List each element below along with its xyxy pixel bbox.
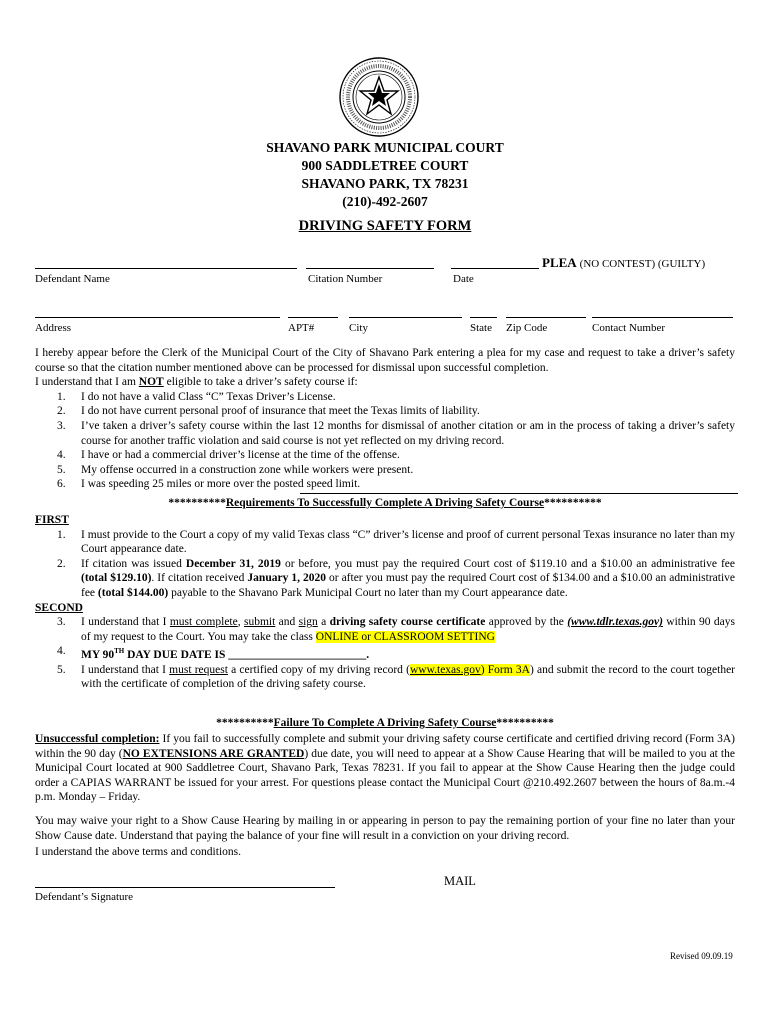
plea-label: PLEA bbox=[542, 255, 577, 270]
list-item: 5. I understand that I must request a certified copy of my driving record (www.texas.gov) Form 3A) and submit the record to the court together with the certificate of completion of the driving safety course. bbox=[57, 663, 735, 691]
eligibility-intro: I understand that I am NOT eligible to take a driver’s safety course if: bbox=[35, 376, 358, 389]
list-item: 6. I was speeding 25 miles or more over the posted speed limit. bbox=[57, 478, 361, 491]
city-line[interactable] bbox=[349, 317, 462, 318]
list-item: 3. I understand that I must complete, submit and sign a driving safety course certificate approved by the (www.tdlr.texas.gov) within 90 days of my request to the Court. You may take the class ONLINE or CLASSROOM SETTING bbox=[57, 616, 735, 643]
revised-date: Revised 09.09.19 bbox=[670, 951, 733, 961]
defendant-name-line[interactable] bbox=[35, 268, 297, 269]
state-label: State bbox=[470, 322, 492, 334]
mail-label: MAIL bbox=[444, 874, 476, 888]
second-label: SECOND bbox=[35, 601, 83, 614]
court-city-line: SHAVANO PARK, TX 78231 bbox=[301, 176, 469, 191]
list-item: 2. If citation was issued December 31, 2019 or before, you must pay the required Court cost of $119.10 and a $10.00 an administrative fee (total $129.10). If citation received January 1, 2020 or after you must pay the required Court cost of $134.00 and a $10.00 an administrative fee (total $144.00) payable to the Shavano Park Municipal Court no later than my Court appearance date. bbox=[57, 557, 736, 599]
separator-line bbox=[300, 493, 738, 494]
signature-label: Defendant’s Signature bbox=[35, 891, 134, 903]
court-seal bbox=[338, 56, 420, 138]
online-classroom-highlight: ONLINE or CLASSROOM SETTING bbox=[315, 630, 495, 643]
failure-heading: **********Failure To Complete A Driving Safety Course********** bbox=[216, 717, 554, 729]
court-street: 900 SADDLETREE COURT bbox=[301, 158, 469, 173]
intro-text: I hereby appear before the Clerk of the Municipal Court of the City of Shavano Park entering a plea for my case and request to take a driver’s safety course so that the citation number mentioned above can be processed for dismissal upon successful completion. bbox=[35, 347, 735, 374]
city-label: City bbox=[349, 322, 368, 334]
signature-line[interactable] bbox=[35, 887, 335, 888]
plea-field bbox=[542, 256, 705, 272]
due-date-field[interactable]: DAY DUE DATE IS ________________________. bbox=[124, 649, 370, 662]
citation-number-line[interactable] bbox=[306, 268, 434, 269]
plea-options[interactable]: (NO CONTEST) (GUILTY) bbox=[579, 258, 706, 270]
not-emphasis: NOT bbox=[138, 376, 164, 389]
apt-label: APT# bbox=[288, 322, 315, 334]
eligibility-list bbox=[35, 390, 735, 492]
waive-paragraph: You may waive your right to a Show Cause Hearing by mailing in or appearing in person to pay the remaining portion of your fine no later than your Show Cause date. Understand that paying the balance of your fine will result in a conviction on your driving record. bbox=[35, 815, 735, 842]
date-line[interactable] bbox=[451, 268, 539, 269]
list-item: 1. I do not have a valid Class “C” Texas Driver’s License. bbox=[57, 390, 336, 403]
failure-paragraph: Unsuccessful completion: If you fail to successfully complete and submit your driving safety course certificate and certified driving record (Form 3A) within the 90 day (NO EXTENSIONS ARE GRANTED) due date, you will need to appear at a Show Cause Hearing that will be mailed to you at the Municipal Court located at 900 Saddletree Court, Shavano Park, Texas 78231. If you fail to appear at the Show Cause Hearing then the judge could order a CAPIAS WARRANT be issued for your arrest. For questions please contact the Municipal Court @210.492.2607 between the hours of 8a.m.-4 p.m. Monday – Friday. bbox=[35, 733, 735, 804]
contact-label: Contact Number bbox=[592, 322, 666, 334]
texas-star-seal-icon bbox=[338, 56, 420, 138]
first-section bbox=[35, 513, 735, 692]
contact-line[interactable] bbox=[592, 317, 733, 318]
list-item: 1. I must provide to the Court a copy of my valid Texas class “C” driver’s license and proof of current personal Texas insurance no later than my Court appearance date. bbox=[57, 528, 735, 556]
state-line[interactable] bbox=[470, 317, 497, 318]
zip-label: Zip Code bbox=[506, 322, 548, 334]
address-line[interactable] bbox=[35, 317, 280, 318]
zip-line[interactable] bbox=[506, 317, 586, 318]
list-item: 2. I do not have current personal proof of insurance that meet the Texas limits of liability. bbox=[57, 405, 480, 418]
list-item: 3. I’ve taken a driver’s safety course within the last 12 months for dismissal of another citation or am in the process of taking a driver’s safety course for another traffic violation and said course is not yet reflected on my driving record. bbox=[57, 419, 735, 447]
list-item: 4. MY 90TH DAY DUE DATE IS ________________________. bbox=[57, 645, 370, 662]
apt-line[interactable] bbox=[288, 317, 338, 318]
court-name: SHAVANO PARK MUNICIPAL COURT bbox=[266, 140, 504, 155]
tdlr-link[interactable]: (www.tdlr.texas.gov) bbox=[567, 616, 663, 629]
list-item: 4. I have or had a commercial driver’s license at the time of the offense. bbox=[57, 449, 400, 462]
unsuccessful-label: Unsuccessful completion: bbox=[35, 733, 160, 745]
defendant-name-label: Defendant Name bbox=[35, 273, 110, 285]
understand-terms: I understand the above terms and conditions. bbox=[35, 846, 241, 858]
date-label: Date bbox=[453, 273, 474, 285]
first-label: FIRST bbox=[35, 514, 69, 526]
list-item: 5. My offense occurred in a construction zone while workers were present. bbox=[57, 463, 414, 476]
form-title: DRIVING SAFETY FORM bbox=[298, 218, 472, 234]
requirements-heading: **********Requirements To Successfully Complete A Driving Safety Course********** bbox=[168, 497, 602, 509]
intro-paragraph bbox=[35, 346, 735, 492]
address-label: Address bbox=[35, 322, 72, 334]
citation-number-label: Citation Number bbox=[308, 273, 383, 285]
court-phone: (210)-492-2607 bbox=[342, 194, 428, 209]
texas-gov-link[interactable]: www.texas.gov bbox=[409, 663, 481, 676]
